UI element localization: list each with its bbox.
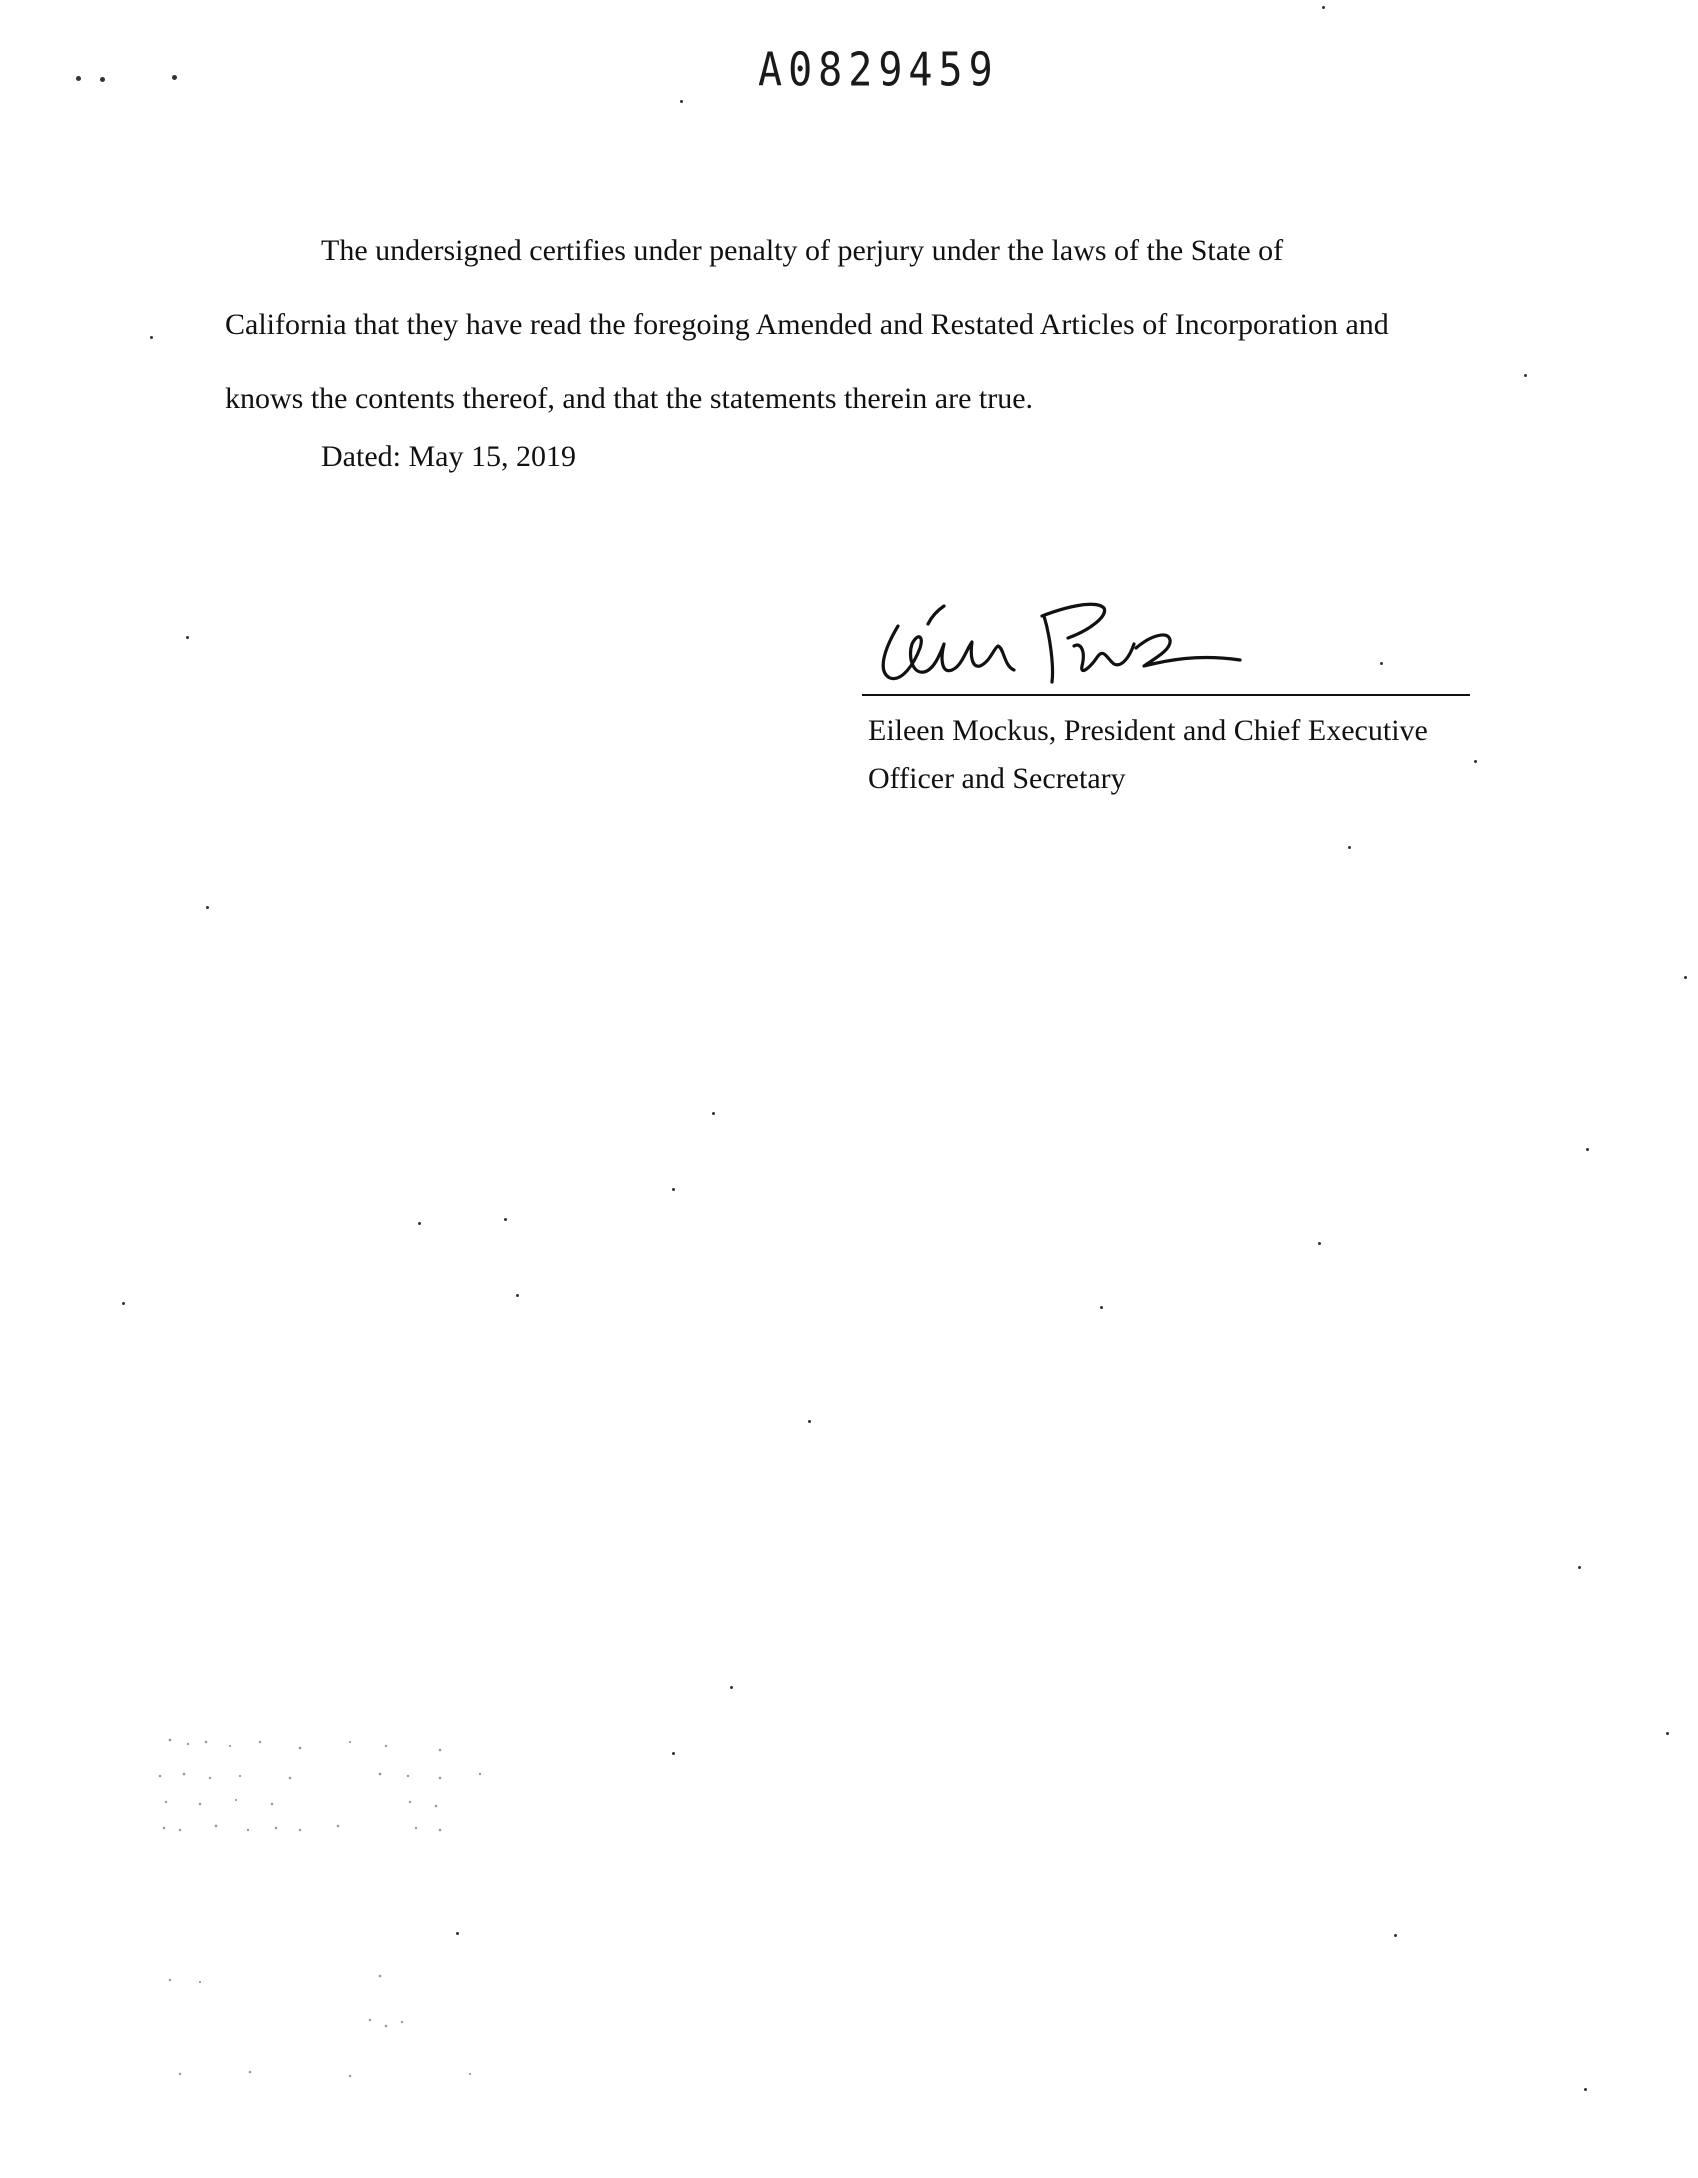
signature-line (862, 694, 1470, 696)
handwritten-signature (868, 586, 1308, 696)
paragraph-line-3: knows the contents thereof, and that the statements therein are true. (225, 382, 1034, 415)
scan-noise (140, 1730, 640, 2090)
paragraph-line-2: California that they have read the foregoing Amended and Restated Articles of Incorporation and (225, 308, 1389, 341)
certification-paragraph (225, 214, 1475, 436)
paragraph-line-1: The undersigned certifies under penalty of perjury under the laws of the State of (321, 234, 1284, 267)
signer-title-block (868, 707, 1488, 803)
dated-line: Dated: May 15, 2019 (321, 440, 576, 473)
signer-title-continued: Officer and Secretary (868, 762, 1126, 795)
document-number: A0829459 (758, 44, 999, 97)
signer-name-title: Eileen Mockus, President and Chief Executive (868, 714, 1428, 747)
